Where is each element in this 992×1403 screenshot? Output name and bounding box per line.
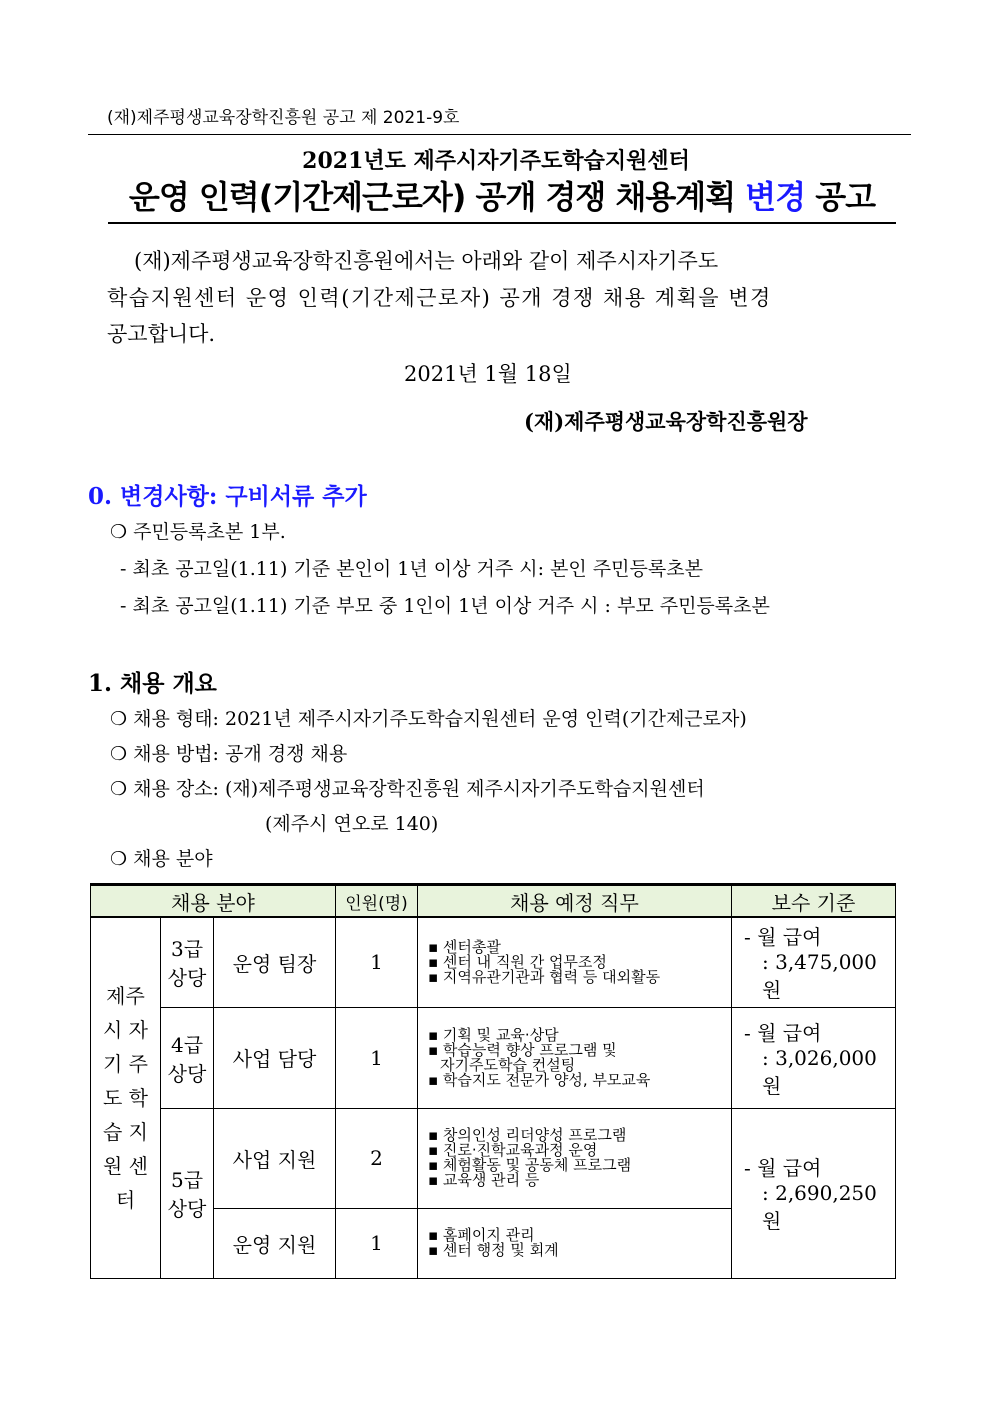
duty: ▪ 홈페이지 관리 [428,1226,535,1244]
header-duties: 채용 예정 직무 [418,885,732,918]
title-highlight: 변경 [745,178,806,216]
count: 2 [336,1108,418,1208]
pay-amount: : 3,475,000원 [762,950,877,1003]
position: 사업 지원 [214,1108,336,1208]
duty: ▪ 창의인성 리더양성 프로그램 [428,1126,627,1144]
count: 1 [336,917,418,1007]
duty: ▪ 센터총괄 [428,937,501,956]
duty: ▪ 센터 행정 및 회계 [428,1241,559,1259]
duty: ▪ 교육생 관리 등 [428,1171,540,1189]
duty: ▪ 체험활동 및 공동체 프로그램 [428,1156,632,1174]
count: 1 [336,1007,418,1108]
grade: 5급 상당 [161,1108,214,1278]
issuer: (재)제주평생교육장학진흥원장 [524,409,808,434]
overview-type: 채용 형태: 2021년 제주시자기주도학습지원센터 운영 인력(기간제근로자) [133,708,747,730]
org-cell: 제주시 자기 주도 학습 지원 센터 [91,917,161,1278]
subtitle: 2021년도 제주시자기주도학습지원센터 [302,148,690,174]
position: 운영 팀장 [214,917,336,1007]
grade: 4급 상당 [161,1007,214,1108]
header-field: 채용 분야 [91,885,336,918]
intro-line-2: 학습지원센터 운영 인력(기간제근로자) 공개 경쟁 채용 계획을 변경 [107,286,772,310]
table-row [91,1007,896,1108]
pay-amount: : 2,690,250원 [762,1181,877,1233]
title-post: 공고 [805,178,876,216]
overview-field: 채용 분야 [133,848,213,870]
bullet-icon: ❍ [110,778,128,800]
intro-line-1: (재)제주평생교육장학진흥원에서는 아래와 같이 제주시자기주도 [134,249,719,273]
pay-label: - 월 급여 [744,1020,822,1045]
position: 운영 지원 [214,1208,336,1278]
section-0-heading: 0. 변경사항: 구비서류 추가 [88,483,367,510]
bullet-icon: ❍ [110,708,128,730]
header-pay: 보수 기준 [732,885,896,918]
overview-place: 채용 장소: (재)제주평생교육장학진흥원 제주시자기주도학습지원센터 [133,778,705,800]
overview-method: 채용 방법: 공개 경쟁 채용 [133,743,348,765]
grade: 3급 상당 [161,917,214,1007]
duty: 자기주도학습 컨설팅 [440,1055,576,1074]
duty: ▪ 센터 내 직원 간 업무조정 [428,952,607,971]
recruitment-table [90,883,896,1279]
intro-line-3: 공고합니다. [107,322,216,346]
section-0-sub-1: - 최초 공고일(1.11) 기준 본인이 1년 이상 거주 시: 본인 주민등록초본 [120,558,703,580]
duty: ▪ 학습지도 전문가 양성, 부모교육 [428,1070,651,1089]
notice-number: (재)제주평생교육장학진흥원 공고 제 2021-9호 [107,108,460,128]
section-0-item: 주민등록초본 1부. [133,521,286,543]
position: 사업 담당 [214,1007,336,1108]
date: 2021년 1월 18일 [404,362,572,386]
duty: ▪ 지역유관기관과 협력 등 대외활동 [428,967,661,986]
count: 1 [336,1208,418,1278]
section-0-sub-2: - 최초 공고일(1.11) 기준 부모 중 1인이 1년 이상 거주 시 : 부모 주민등록초본 [120,595,770,617]
title-pre: 운영 인력(기간제근로자) 공개 경쟁 채용계획 [128,178,746,216]
pay-label: - 월 급여 [744,925,822,950]
bullet-icon: ❍ [110,848,128,870]
duty: ▪ 진로·진학교육과정 운영 [428,1141,598,1159]
pay-amount: : 3,026,000원 [762,1045,877,1098]
overview-place-cont: (제주시 연오로 140) [265,813,439,835]
bullet-icon: ❍ [110,743,128,765]
table-row [91,917,896,1007]
page-title [108,172,896,224]
duty: ▪ 학습능력 향상 프로그램 및 [428,1040,617,1059]
pay-label: - 월 급여 [744,1156,822,1180]
section-1-heading: 1. 채용 개요 [88,670,217,697]
divider [88,134,911,135]
bullet-icon: ❍ [110,521,128,543]
table-row [91,1108,896,1208]
duty: ▪ 기획 및 교육·상담 [428,1025,559,1044]
header-count: 인원(명) [336,885,418,918]
